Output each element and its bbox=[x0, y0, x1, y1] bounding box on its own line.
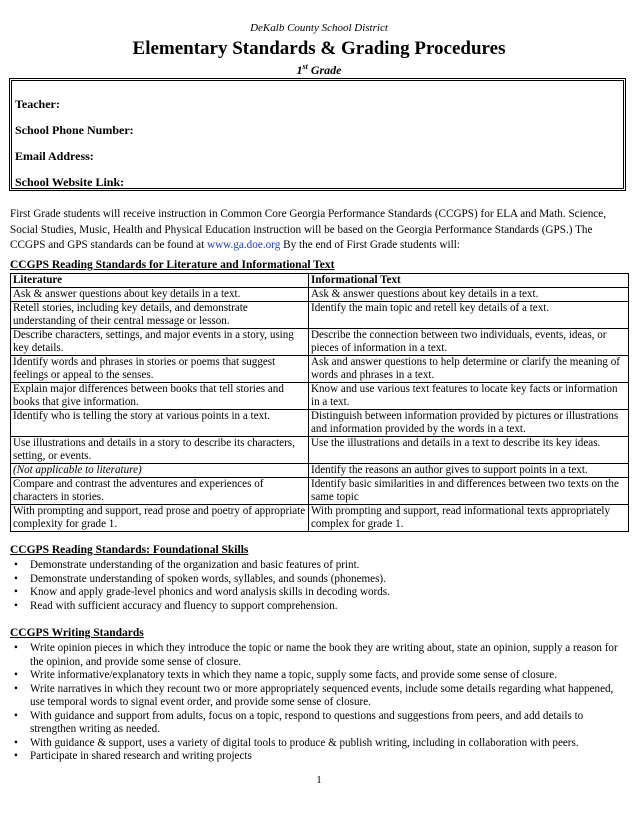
informational-cell: Describe the connection between two individuals, events, ideas, or pieces of information in a text. bbox=[309, 329, 629, 356]
list-item: • Demonstrate understanding of spoken words, syllables, and sounds (phonemes). bbox=[10, 573, 630, 587]
table-row bbox=[11, 410, 629, 437]
table-row bbox=[11, 329, 629, 356]
table-row bbox=[11, 288, 629, 302]
grade-label bbox=[0, 62, 638, 78]
column-header-informational: Informational Text bbox=[309, 274, 629, 288]
informational-cell: Distinguish between information provided by pictures or illustrations and information provided by the words in a text. bbox=[309, 410, 629, 437]
school-website-label: School Website Link: bbox=[15, 175, 125, 189]
literature-cell: Explain major differences between books that tell stories and books that give information. bbox=[11, 383, 309, 410]
grade-word: Grade bbox=[310, 63, 342, 77]
list-item: • Participate in shared research and writing projects bbox=[10, 750, 630, 764]
literature-cell-not-applicable: (Not applicable to literature) bbox=[11, 464, 309, 478]
informational-cell: Use the illustrations and details in a text to describe its key ideas. bbox=[309, 437, 629, 464]
informational-cell: Identify basic similarities in and differences between two texts on the same topic bbox=[309, 478, 629, 505]
literature-cell: Identify words and phrases in stories or poems that suggest feelings or appeal to the senses. bbox=[11, 356, 309, 383]
list-item: • With guidance & support, uses a variety of digital tools to produce & publish writing, including in collaboration with peers. bbox=[10, 737, 630, 751]
list-item: • Read with sufficient accuracy and fluency to support comprehension. bbox=[10, 600, 630, 614]
teacher-info-box bbox=[9, 78, 626, 191]
table-row bbox=[11, 383, 629, 410]
page-title: Elementary Standards & Grading Procedures bbox=[132, 38, 506, 59]
informational-cell: With prompting and support, read informational texts appropriately complex for grade 1. bbox=[309, 505, 629, 532]
table-row bbox=[11, 437, 629, 464]
intro-text-end: By the end of First Grade students will: bbox=[280, 239, 460, 251]
informational-cell: Ask & answer questions about key details in a text. bbox=[309, 288, 629, 302]
page-number: 1 bbox=[316, 774, 322, 786]
grade-suffix: st bbox=[302, 62, 308, 71]
literature-cell: Retell stories, including key details, and demonstrate understanding of their central message or lesson. bbox=[11, 302, 309, 329]
list-item: • Write opinion pieces in which they introduce the topic or name the book they are writing about, state an opinion, supply a reason for the opinion, and provide some sense of closure. bbox=[10, 642, 630, 669]
intro-paragraph bbox=[10, 207, 630, 254]
literature-cell: Identify who is telling the story at various points in a text. bbox=[11, 410, 309, 437]
district-name: DeKalb County School District bbox=[250, 22, 388, 34]
ga-doe-link[interactable]: www.ga.doe.org bbox=[207, 239, 281, 251]
list-item: • Demonstrate understanding of the organization and basic features of print. bbox=[10, 559, 630, 573]
table-row bbox=[11, 478, 629, 505]
email-address-label: Email Address: bbox=[15, 149, 94, 163]
table-row bbox=[11, 464, 629, 478]
literature-cell: Ask & answer questions about key details in a text. bbox=[11, 288, 309, 302]
list-item: • With guidance and support from adults, focus on a topic, respond to questions and suggestions from peers, and add details to strengthen writing as needed. bbox=[10, 710, 630, 737]
literature-cell: Describe characters, settings, and major events in a story, using key details. bbox=[11, 329, 309, 356]
list-item: • Write informative/explanatory texts in which they name a topic, supply some facts, and provide some sense of closure. bbox=[10, 669, 630, 683]
literature-cell: Use illustrations and details in a story to describe its characters, setting, or events. bbox=[11, 437, 309, 464]
reading-standards-table bbox=[10, 273, 629, 532]
informational-cell: Know and use various text features to locate key facts or information in a text. bbox=[309, 383, 629, 410]
grade-number: 1 bbox=[296, 63, 303, 77]
literature-cell: Compare and contrast the adventures and experiences of characters in stories. bbox=[11, 478, 309, 505]
foundational-skills-heading: CCGPS Reading Standards: Foundational Skills bbox=[10, 544, 249, 556]
list-item: • Know and apply grade-level phonics and word analysis skills in decoding words. bbox=[10, 586, 630, 600]
informational-cell: Identify the main topic and retell key details of a text. bbox=[309, 302, 629, 329]
list-item: • Write narratives in which they recount two or more appropriately sequenced events, include some details regarding what happened, use temporal words to signal event order, and provide some sense of closure. bbox=[10, 683, 630, 710]
table-row bbox=[11, 302, 629, 329]
school-phone-label: School Phone Number: bbox=[15, 123, 134, 137]
teacher-label: Teacher: bbox=[15, 97, 60, 111]
table-header-row bbox=[11, 274, 629, 288]
writing-standards-list bbox=[10, 642, 630, 764]
literature-cell: With prompting and support, read prose and poetry of appropriate complexity for grade 1. bbox=[11, 505, 309, 532]
table-row bbox=[11, 505, 629, 532]
intro-text: First Grade students will receive instruction in Common Core Georgia Performance Standards (CCGPS) for ELA and Math. Science, Social Studies, Music, Health and Physical Education instruction will be based on the Georgia Performance Standards (GPS.) The CCGPS and GPS standards can be found at bbox=[10, 208, 607, 251]
table-row bbox=[11, 356, 629, 383]
informational-cell: Ask and answer questions to help determine or clarify the meaning of words and phrases in a text. bbox=[309, 356, 629, 383]
foundational-skills-list bbox=[10, 559, 630, 613]
column-header-literature: Literature bbox=[11, 274, 309, 288]
writing-standards-heading: CCGPS Writing Standards bbox=[10, 627, 144, 639]
informational-cell: Identify the reasons an author gives to support points in a text. bbox=[309, 464, 629, 478]
reading-standards-heading: CCGPS Reading Standards for Literature and Informational Text bbox=[10, 259, 335, 271]
